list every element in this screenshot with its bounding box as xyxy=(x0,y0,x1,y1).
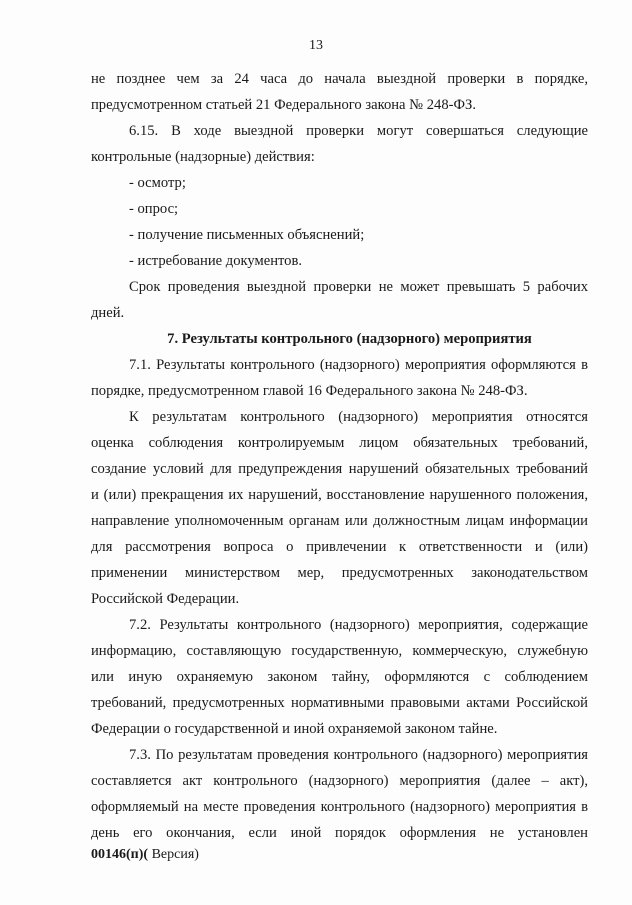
document-version-footer xyxy=(91,847,199,863)
list-item: - осмотр; xyxy=(129,175,186,191)
page-number: 13 xyxy=(309,38,323,53)
text-line: составляется акт контрольного (надзорного) мероприятия (далее – акт), xyxy=(91,773,588,789)
list-item: - истребование документов. xyxy=(129,253,303,269)
text-line: не позднее чем за 24 часа до начала выездной проверки в порядке, xyxy=(91,71,588,87)
text-line: контрольные (надзорные) действия: xyxy=(91,149,315,165)
document-version-label: Версия) xyxy=(148,847,199,862)
text-line: дней. xyxy=(91,305,125,321)
list-item: - получение письменных объяснений; xyxy=(129,227,365,243)
text-line: требований, предусмотренных нормативными правовыми актами Российской xyxy=(91,695,588,711)
text-line: создание условий для предупреждения нарушений обязательных требований xyxy=(91,461,588,477)
text-line: или иную охраняемую законом тайну, оформляются с соблюдением xyxy=(91,669,588,685)
text-line: Федерации о государственной и иной охраняемой законом тайне. xyxy=(91,721,498,737)
text-line: К результатам контрольного (надзорного) мероприятия относятся xyxy=(129,409,588,425)
text-line: 7.1. Результаты контрольного (надзорного) мероприятия оформляются в xyxy=(129,357,588,373)
text-line: оценка соблюдения контролируемым лицом обязательных требований, xyxy=(91,435,588,451)
paragraph-7-3 xyxy=(91,742,588,846)
text-line: оформляемый на месте проведения контрольного (надзорного) мероприятия в xyxy=(91,799,588,815)
text-line: 6.15. В ходе выездной проверки могут совершаться следующие xyxy=(129,123,588,139)
text-line: информацию, составляющую государственную, коммерческую, служебную xyxy=(91,643,588,659)
text-line: для рассмотрения вопроса о привлечении к ответственности и (или) xyxy=(91,539,588,555)
text-line: 7.3. По результатам проведения контрольного (надзорного) мероприятия xyxy=(129,747,588,763)
paragraph-results xyxy=(91,404,588,612)
paragraph-7-1 xyxy=(91,352,588,404)
paragraph-continuation xyxy=(91,66,588,118)
text-line: 7.2. Результаты контрольного (надзорного) мероприятия, содержащие xyxy=(129,617,588,633)
text-line: Российской Федерации. xyxy=(91,591,240,607)
text-line: порядке, предусмотренном главой 16 Федерального закона № 248-ФЗ. xyxy=(91,383,528,399)
document-code: 00146(п)( xyxy=(91,847,149,862)
text-line: предусмотренном статьей 21 Федерального закона № 248-ФЗ. xyxy=(91,97,476,113)
document-body xyxy=(91,66,588,846)
text-line: направление уполномоченным органам или должностным лицам информации xyxy=(91,513,588,529)
paragraph-7-2 xyxy=(91,612,588,742)
text-line: применении министерством мер, предусмотренных законодательством xyxy=(91,565,588,581)
section-heading: 7. Результаты контрольного (надзорного) мероприятия xyxy=(167,331,532,347)
text-line: Срок проведения выездной проверки не может превышать 5 рабочих xyxy=(129,279,588,295)
text-line: и (или) прекращения их нарушений, восстановление нарушенного положения, xyxy=(91,487,588,503)
list-item: - опрос; xyxy=(129,201,179,217)
paragraph-inspection-term xyxy=(91,274,588,326)
paragraph-6-15 xyxy=(91,118,588,170)
text-line: день его окончания, если иной порядок оформления не установлен xyxy=(91,825,588,841)
